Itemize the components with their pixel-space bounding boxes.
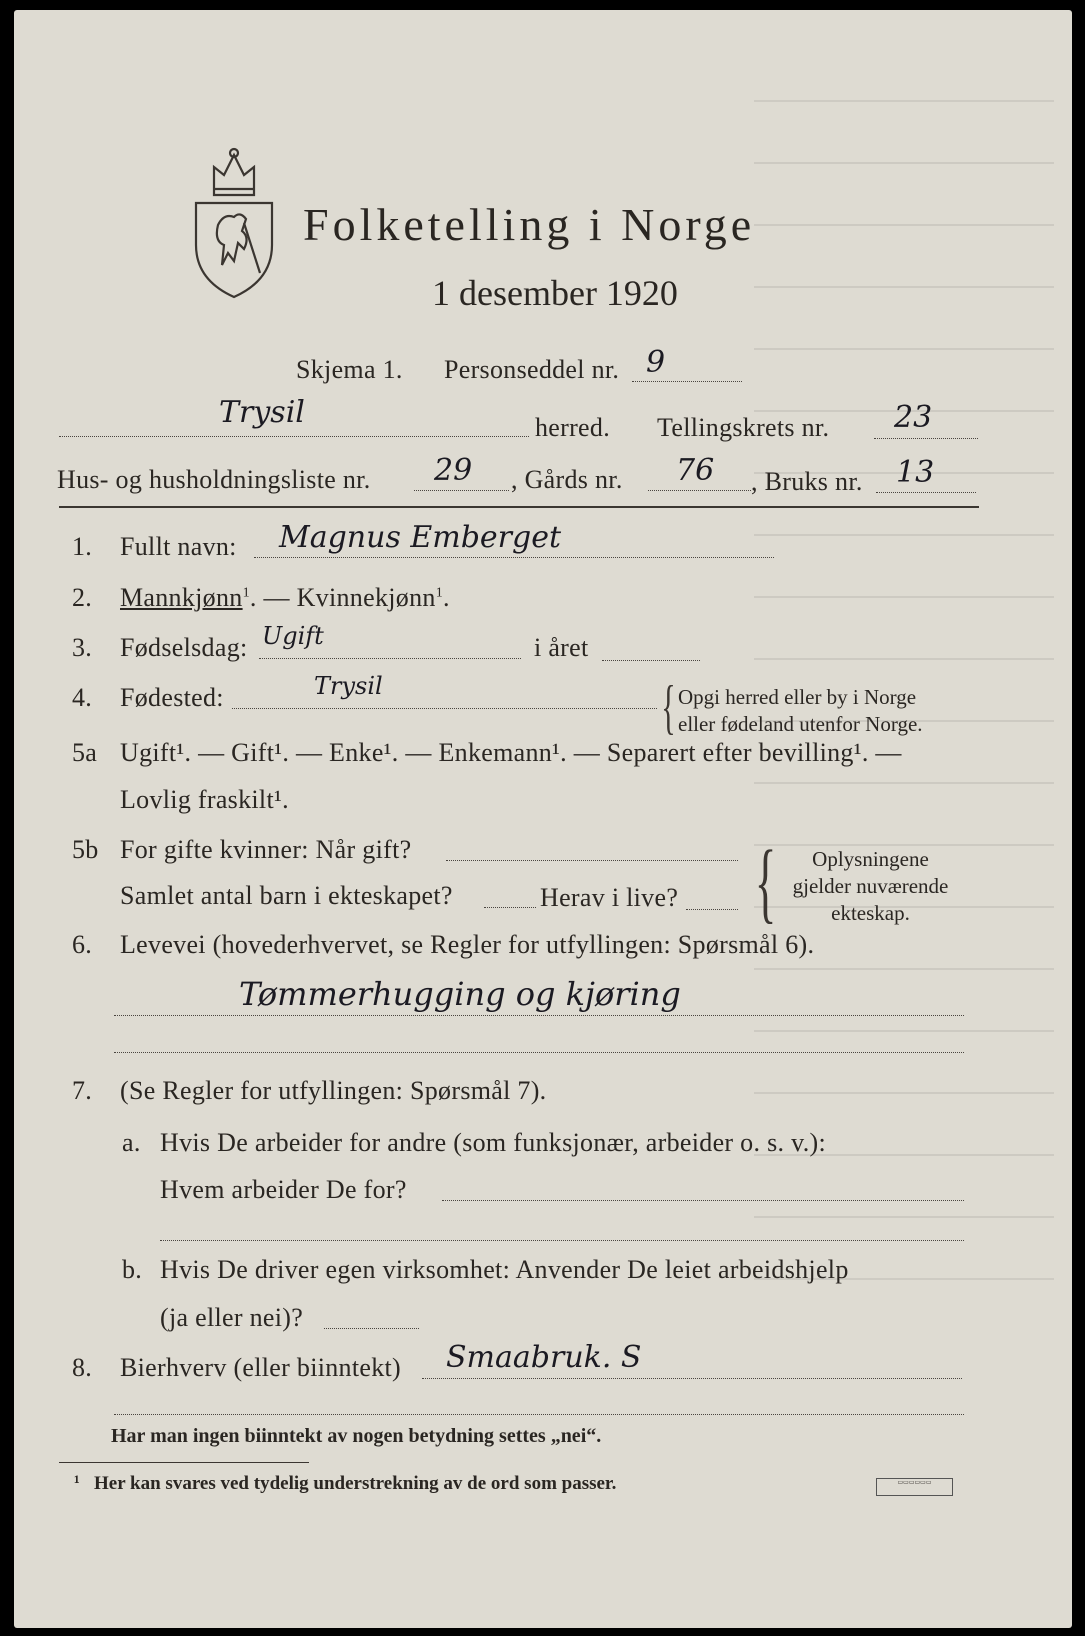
q7b-line2: (ja eller nei)? [160, 1303, 304, 1332]
q1-label: Fullt navn: [120, 532, 237, 561]
q6-label: Levevei (hovederhvervet, se Regler for utfyllingen: Spørsmål 6). [120, 930, 815, 959]
q4-note-line1: Opgi herred eller by i Norge [678, 685, 917, 709]
q7a-line1: Hvis De arbeider for andre (som funksjonær, arbeider o. s. v.): [160, 1128, 826, 1157]
q5b-note-line1: Oplysningene [812, 847, 929, 871]
q7a-number: a. [122, 1128, 141, 1157]
q5b-line2a: Samlet antal barn i ekteskapet? [120, 881, 453, 910]
husliste-label: Hus- og husholdningsliste nr. [57, 465, 371, 494]
q5b-note-line2: gjelder nuværende [792, 874, 949, 898]
q7a-line2: Hvem arbeider De for? [160, 1175, 407, 1204]
q7b-number: b. [122, 1255, 143, 1284]
q7-label: (Se Regler for utfyllingen: Spørsmål 7). [120, 1076, 547, 1105]
q4-label: Fødested: [120, 683, 224, 712]
q8-label: Bierhverv (eller biinntekt) [120, 1353, 401, 1382]
q2-sep: . — [249, 583, 297, 612]
printer-stamp: ▭▭▭▭▭▭ [876, 1478, 953, 1496]
q3-year-label: i året [534, 633, 589, 662]
census-form: Folketelling i Norge 1 desember 1920 Skjema 1. Personseddel nr. 9 Trysil herred. Tellingskrets nr. 23 Hus- og husholdningsliste nr. 29 , Gårds nr. 76 , Bruks nr. 13 1. Fullt navn: Magnus Emberget 2. Mannkjønn$^1$. — Kvinnekjønn$^1$. 3. Fødselsdag: Ugift i året 4. Fødested: Trysil { Opgi herred eller by i Norge eller fødeland utenfor Norge. 5a Ugift¹. — Gift¹. — Enke¹. — Enkemann¹. — Separert efter bevilling¹. — Lovlig fraskilt¹. 5b For gifte kvinner: Når gift? Samlet antal barn i ekteskapet? Herav i live? { Oplysningene gjelder nuværende ekteskap. 6. Levevei (hovederhvervet, se Regler for utfyllingen: Spørsmål 6). Tømmerhugging og kjøring 7. (Se Regler for utfyllingen: Spørsmål 7). a. Hvis De arbeider for andre (som funksjonær, arbeider o. s. v.): Hvem arbeider De for? b. Hvis De driver egen virksomhet: Anvender De leiet arbeidshjelp (ja eller nei)? 8. Bierhverv (eller biinntekt) Smaabruk. S Har man ingen biinntekt av nogen betydning settes „nei“. ¹ Her kan svares ved tydelig understrekning av de ord som passer. ▭▭▭▭▭▭ [14, 10, 1072, 1628]
herred-value: Trysil [219, 395, 305, 430]
q5b-number: 5b [72, 835, 99, 864]
q4-value: Trysil [314, 672, 383, 700]
skjema-label: Skjema 1. [296, 355, 403, 384]
footer-note: Har man ingen biinntekt av nogen betydning settes „nei“. [111, 1425, 602, 1447]
q2-male: Mannkjønn [120, 583, 243, 612]
q5b-line1: For gifte kvinner: Når gift? [120, 835, 412, 864]
q7b-line1: Hvis De driver egen virksomhet: Anvender De leiet arbeidshjelp [160, 1255, 849, 1284]
q7-number: 7. [72, 1076, 93, 1105]
tellingskrets-label: Tellingskrets nr. [657, 413, 830, 442]
q1-value: Magnus Emberget [279, 520, 562, 555]
q5b-line2b: Herav i live? [540, 883, 679, 912]
q2-end: . [443, 583, 450, 612]
q1-number: 1. [72, 532, 93, 561]
q4-note [678, 684, 923, 738]
q2-line [120, 583, 450, 613]
q5b-note [768, 846, 973, 927]
q5a-line1: Ugift¹. — Gift¹. — Enke¹. — Enkemann¹. — Separert efter bevilling¹. — [120, 738, 902, 767]
q2-sup-1: 1 [242, 585, 250, 601]
footnote: Her kan svares ved tydelig understrekning av de ord som passer. [94, 1473, 617, 1494]
q6-number: 6. [72, 930, 93, 959]
form-title: Folketelling i Norge [303, 199, 756, 250]
bruks-label: , Bruks nr. [751, 467, 863, 496]
form-date: 1 desember 1920 [432, 273, 678, 313]
q5b-note-line3: ekteskap. [831, 901, 910, 925]
q2-number: 2. [72, 583, 93, 612]
q2-female: Kvinnekjønn [296, 583, 436, 612]
q5a-number: 5a [72, 738, 98, 767]
personseddel-label: Personseddel nr. [444, 355, 620, 384]
q2-sup-2: 1 [435, 585, 443, 601]
tellingskrets-value: 23 [894, 400, 933, 435]
footnote-mark: ¹ [74, 1472, 80, 1493]
q4-number: 4. [72, 683, 93, 712]
gards-value: 76 [676, 453, 715, 488]
herred-label: herred. [535, 413, 610, 442]
q3-number: 3. [72, 633, 93, 662]
q4-note-line2: eller fødeland utenfor Norge. [678, 712, 923, 736]
coat-of-arms-icon [184, 145, 284, 305]
q8-value: Smaabruk. S [446, 1340, 642, 1375]
personseddel-value: 9 [646, 345, 666, 380]
bruks-value: 13 [896, 455, 935, 490]
q5a-line2: Lovlig fraskilt¹. [120, 785, 289, 814]
q3-label: Fødselsdag: [120, 633, 248, 662]
gards-label: , Gårds nr. [511, 465, 623, 494]
q8-number: 8. [72, 1353, 93, 1382]
q6-value: Tømmerhugging og kjøring [239, 975, 681, 1013]
q3-value: Ugift [262, 622, 324, 650]
husliste-value: 29 [434, 453, 473, 488]
header-divider [59, 506, 979, 508]
